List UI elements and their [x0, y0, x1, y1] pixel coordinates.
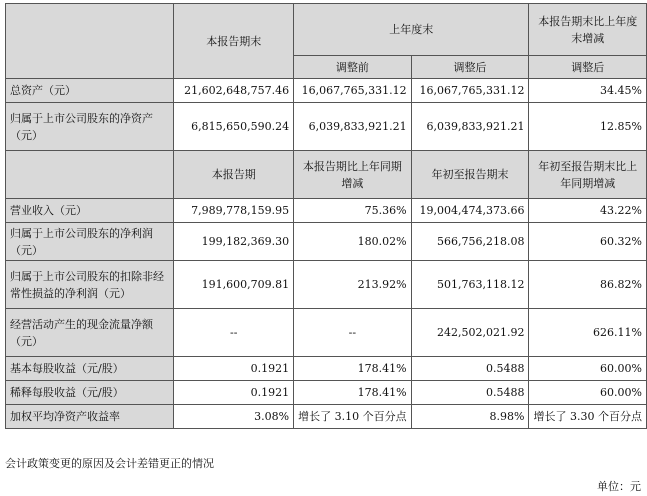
cell-value: 34.45% — [529, 79, 647, 103]
cell-value: 0.5488 — [411, 357, 529, 381]
table-row — [6, 261, 647, 309]
cell-value: 增长了 3.10 个百分点 — [294, 405, 412, 429]
cell-value: 6,815,650,590.24 — [174, 103, 294, 151]
header-current-period: 本报告期 — [174, 151, 294, 199]
header-row-3 — [6, 151, 647, 199]
row-label-net-assets: 归属于上市公司股东的净资产（元） — [6, 103, 174, 151]
table-row — [6, 381, 647, 405]
cell-value: 43.22% — [529, 199, 647, 223]
table-row — [6, 223, 647, 261]
table-row — [6, 405, 647, 429]
cell-value: 12.85% — [529, 103, 647, 151]
cell-value: 21,602,648,757.46 — [174, 79, 294, 103]
cell-value: 0.1921 — [174, 381, 294, 405]
table-row — [6, 309, 647, 357]
cell-value: 566,756,218.08 — [411, 223, 529, 261]
cell-value: 60.00% — [529, 381, 647, 405]
cell-value: 16,067,765,331.12 — [294, 79, 412, 103]
row-label-net-profit-deducted: 归属于上市公司股东的扣除非经常性损益的净利润（元） — [6, 261, 174, 309]
cell-value: 191,600,709.81 — [174, 261, 294, 309]
cell-value: -- — [174, 309, 294, 357]
cell-value: 626.11% — [529, 309, 647, 357]
cell-value: 199,182,369.30 — [174, 223, 294, 261]
row-label-operating-cash-flow: 经营活动产生的现金流量净额（元） — [6, 309, 174, 357]
cell-value: 75.36% — [294, 199, 412, 223]
cell-value: 213.92% — [294, 261, 412, 309]
header-before-adjust: 调整前 — [294, 56, 412, 79]
header-corner-cell-2 — [6, 151, 174, 199]
table-row — [6, 79, 647, 103]
header-row-1 — [6, 4, 647, 56]
cell-value: 86.82% — [529, 261, 647, 309]
header-change-vs-last-year-end: 本报告期末比上年度末增减 — [529, 4, 647, 56]
header-yoy-change: 本报告期比上年同期增减 — [294, 151, 412, 199]
header-ytd: 年初至报告期末 — [411, 151, 529, 199]
cell-value: -- — [294, 309, 412, 357]
cell-value: 0.5488 — [411, 381, 529, 405]
row-label-diluted-eps: 稀释每股收益（元/股） — [6, 381, 174, 405]
row-label-weighted-roe: 加权平均净资产收益率 — [6, 405, 174, 429]
cell-value: 178.41% — [294, 357, 412, 381]
cell-value: 增长了 3.30 个百分点 — [529, 405, 647, 429]
row-label-total-assets: 总资产（元） — [6, 79, 174, 103]
header-ytd-yoy-change: 年初至报告期末比上年同期增减 — [529, 151, 647, 199]
financial-data-table — [5, 3, 647, 429]
cell-value: 16,067,765,331.12 — [411, 79, 529, 103]
header-after-adjust: 调整后 — [411, 56, 529, 79]
row-label-revenue: 营业收入（元） — [6, 199, 174, 223]
footnote-text: 会计政策变更的原因及会计差错更正的情况 — [5, 457, 214, 470]
table-row — [6, 103, 647, 151]
row-label-net-profit: 归属于上市公司股东的净利润（元） — [6, 223, 174, 261]
row-label-basic-eps: 基本每股收益（元/股） — [6, 357, 174, 381]
cell-value: 6,039,833,921.21 — [411, 103, 529, 151]
header-after-adjust-change: 调整后 — [529, 56, 647, 79]
cell-value: 7,989,778,159.95 — [174, 199, 294, 223]
cell-value: 501,763,118.12 — [411, 261, 529, 309]
header-corner-cell — [6, 4, 174, 79]
cell-value: 242,502,021.92 — [411, 309, 529, 357]
table-row — [6, 357, 647, 381]
cell-value: 8.98% — [411, 405, 529, 429]
cell-value: 180.02% — [294, 223, 412, 261]
table-row — [6, 199, 647, 223]
header-current-period-end: 本报告期末 — [174, 4, 294, 79]
cell-value: 0.1921 — [174, 357, 294, 381]
cell-value: 3.08% — [174, 405, 294, 429]
cell-value: 19,004,474,373.66 — [411, 199, 529, 223]
unit-label: 单位：元 — [597, 480, 641, 493]
cell-value: 6,039,833,921.21 — [294, 103, 412, 151]
cell-value: 60.00% — [529, 357, 647, 381]
cell-value: 60.32% — [529, 223, 647, 261]
cell-value: 178.41% — [294, 381, 412, 405]
header-last-year-end: 上年度末 — [294, 4, 529, 56]
